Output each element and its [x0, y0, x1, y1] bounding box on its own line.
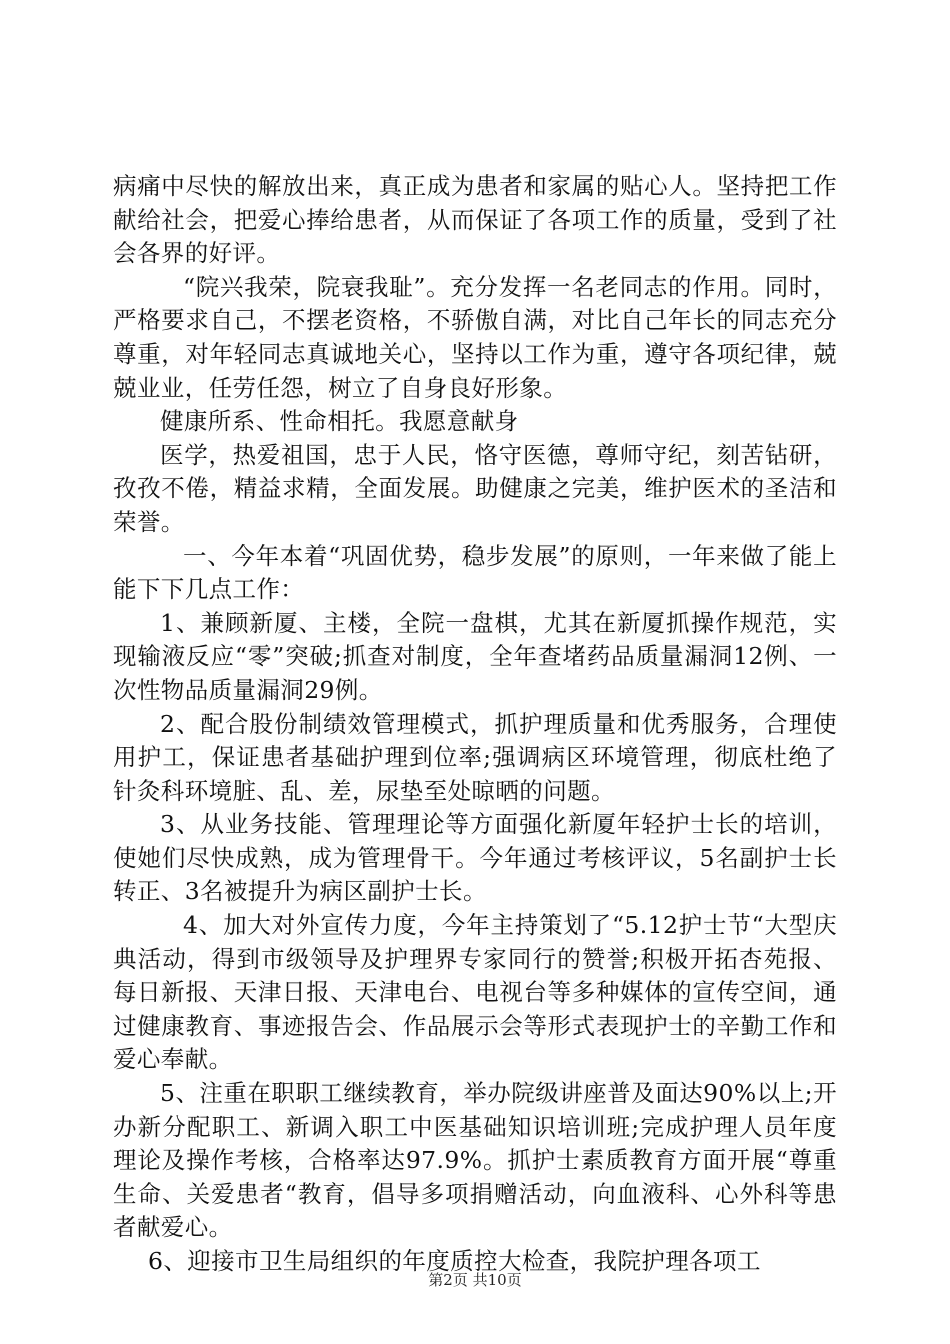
- paragraph: 3、从业务技能、管理理论等方面强化新厦年轻护士长的培训，使她们尽快成熟，成为管理骨干。今年通过考核评议，5名副护士长转正、3名被提升为病区副护士长。: [113, 810, 837, 906]
- paragraph: 1、兼顾新厦、主楼，全院一盘棋，尤其在新厦抓操作规范，实现输液反应“零”突破;抓查对制度，全年查堵药品质量漏洞12例、一次性物品质量漏洞29例。: [113, 608, 837, 704]
- paragraph: 健康所系、性命相托。我愿意献身: [160, 407, 519, 436]
- document-body: [113, 170, 837, 1279]
- paragraph: 4、加大对外宣传力度，今年主持策划了“5.12护士节“大型庆典活动，得到市级领导及护理界专家同行的赞誉;积极开拓杏苑报、每日新报、天津日报、天津电台、电视台等多种媒体的宣传空间，通过健康教育、事迹报告会、作品展示会等形式表现护士的辛勤工作和爱心奉献。: [113, 911, 837, 1074]
- paragraph: 2、配合股份制绩效管理模式，抓护理质量和优秀服务，合理使用护工，保证患者基础护理到位率;强调病区环境管理，彻底杜绝了针灸科环境脏、乱、差，尿垫至处晾晒的问题。: [113, 709, 837, 805]
- page-number-label: 第2页 共10页: [428, 1271, 522, 1289]
- paragraph: 5、注重在职职工继续教育，举办院级讲座普及面达90%以上;开办新分配职工、新调入职工中医基础知识培训班;完成护理人员年度理论及操作考核，合格率达97.9%。抓护士素质教育方面开展“尊重生命、关爱患者“教育，倡导多项捐赠活动，向血液科、心外科等患者献爱心。: [113, 1079, 837, 1242]
- paragraph: 医学，热爱祖国，忠于人民，恪守医德，尊师守纪，刻苦钻研，孜孜不倦，精益求精，全面发展。助健康之完美，维护医术的圣洁和荣誉。: [113, 440, 837, 536]
- paragraph: “院兴我荣，院衰我耻”。充分发挥一名老同志的作用。同时，严格要求自己，不摆老资格，不骄傲自满，对比自己年长的同志充分尊重，对年轻同志真诚地关心，坚持以工作为重，遵守各项纪律，兢兢业业，任劳任怨，树立了自身良好形象。: [113, 272, 837, 402]
- page-footer: [0, 1269, 950, 1290]
- paragraph: 6、迎接市卫生局组织的年度质控大检查，我院护理各项工: [148, 1247, 761, 1275]
- paragraph: 病痛中尽快的解放出来，真正成为患者和家属的贴心人。坚持把工作献给社会，把爱心捧给患者，从而保证了各项工作的质量，受到了社会各界的好评。: [113, 172, 837, 268]
- paragraph: 一、今年本着“巩固优势，稳步发展”的原则，一年来做了能上能下下几点工作：: [113, 541, 837, 604]
